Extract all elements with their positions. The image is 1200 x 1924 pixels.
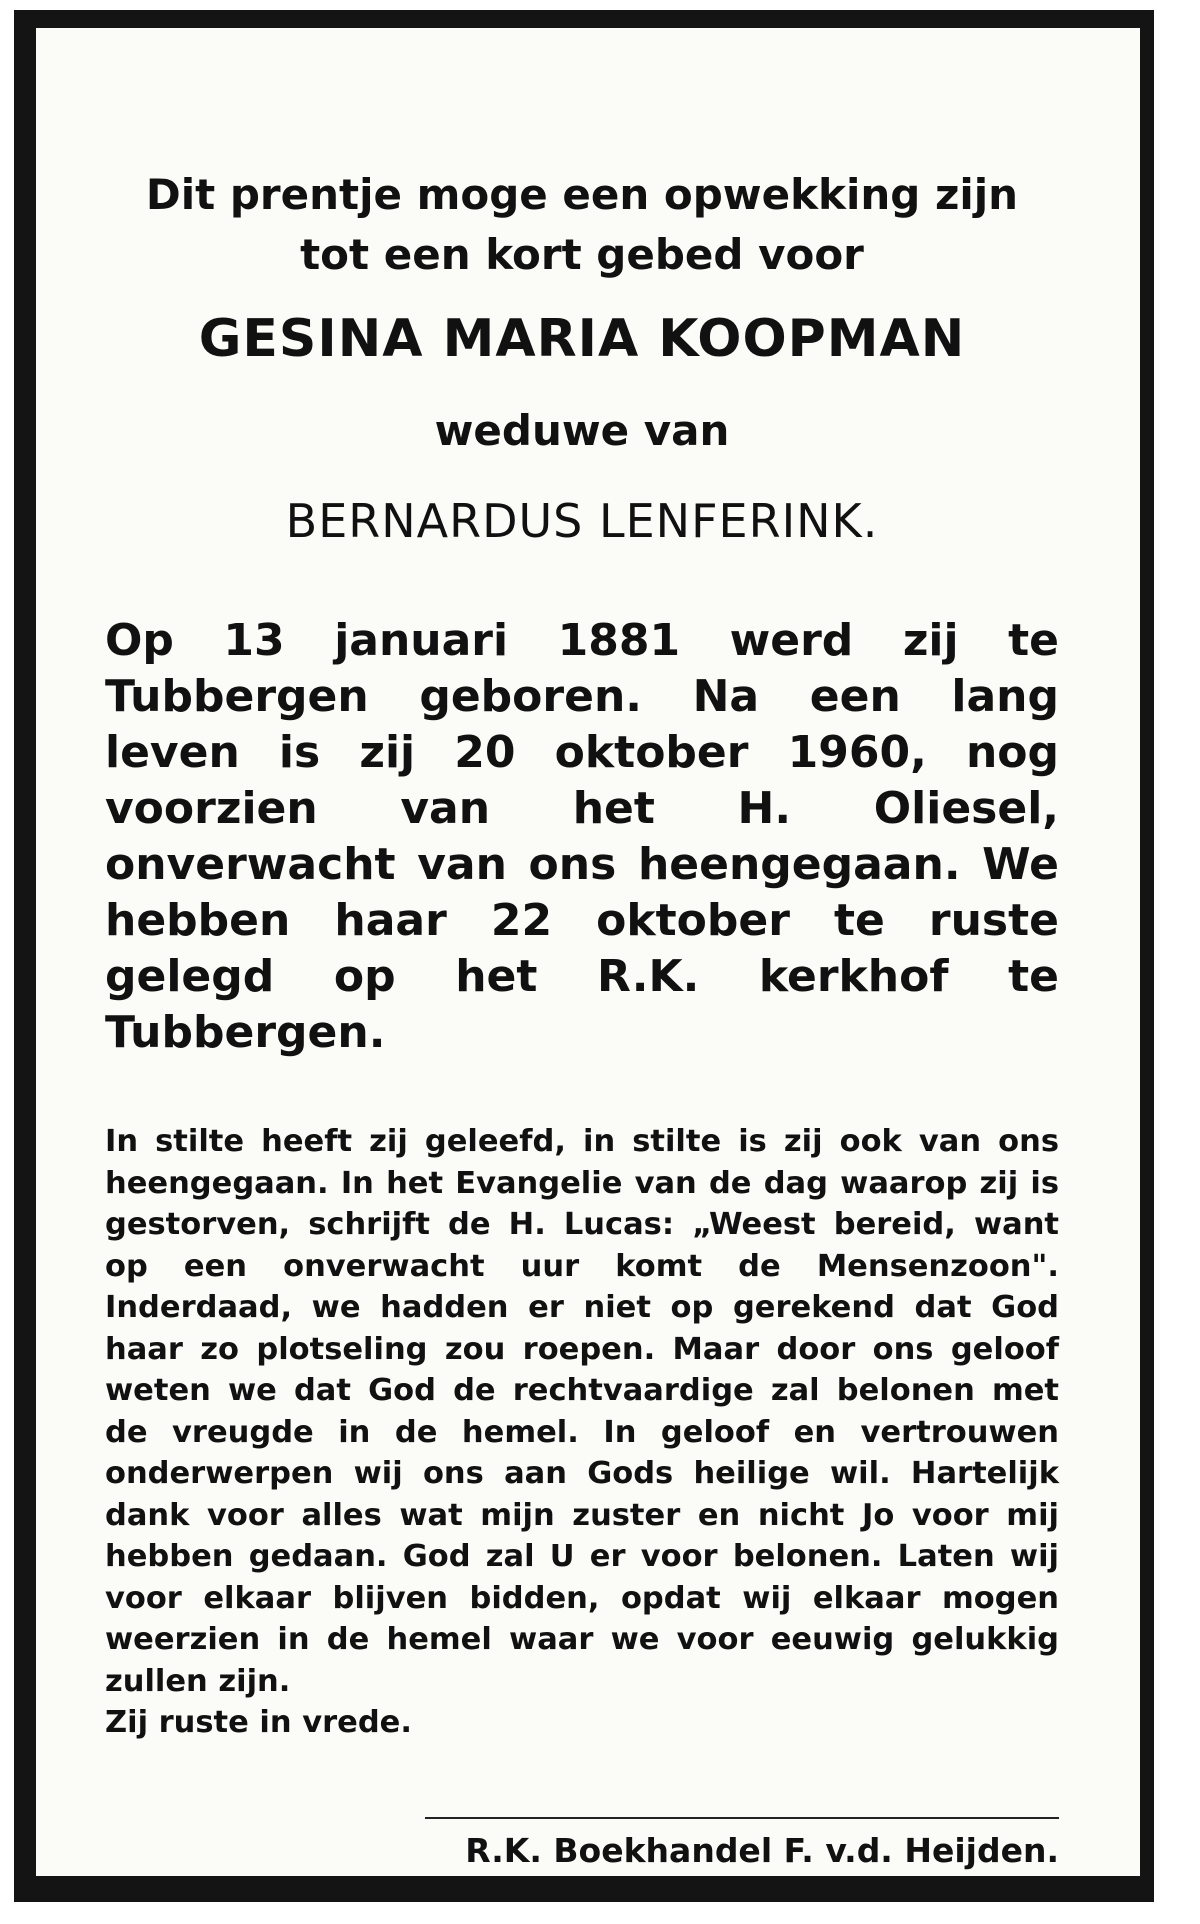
closing-text: Zij ruste in vrede.: [105, 1705, 412, 1740]
card-content: [105, 165, 1059, 1744]
widow-of-label: weduwe van: [434, 406, 730, 455]
intro-text: Dit prentje moge een opwekking zijn tot een kort gebed voor: [145, 170, 1019, 279]
memorial-text: In stilte heeft zij geleefd, in stilte is zij ook van ons heengegaan. In het Evangelie van de dag waarop zij is gestorven, schrijft de H. Lucas: „Weest bereid, want op een onverwacht uur komt de Mensenzoon". Inderdaad, we hadden er niet op gerekend dat God haar zo plotseling zou roepen. Maar door ons geloof weten we dat God de rechtvaardige zal belonen met de vreugde in de hemel. In geloof en vertrouwen onderwerpen wij ons aan Gods heilige wil. Hartelijk dank voor alles wat mijn zuster en nicht Jo voor mij hebben gedaan. God zal U er voor belonen. Laten wij voor elkaar blijven bidden, opdat wij elkaar mogen weerzien in de hemel waar we voor eeuwig gelukkig zullen zijn.: [105, 1124, 1059, 1699]
printer-imprint: R.K. Boekhandel F. v.d. Heijden.: [465, 1831, 1059, 1870]
biography-text: Op 13 januari 1881 werd zij te Tubbergen geboren. Na een lang leven is zij 20 oktober 1960, nog voorzien van het H. Oliesel, onverwacht van ons heengegaan. We hebben haar 22 oktober te ruste gelegd op het R.K. kerkhof te Tubbergen.: [105, 615, 1059, 1058]
deceased-name: GESINA MARIA KOOPMAN: [198, 309, 966, 369]
printer-divider: [425, 1817, 1059, 1819]
husband-name: BERNARDUS LENFERINK.: [285, 494, 879, 548]
